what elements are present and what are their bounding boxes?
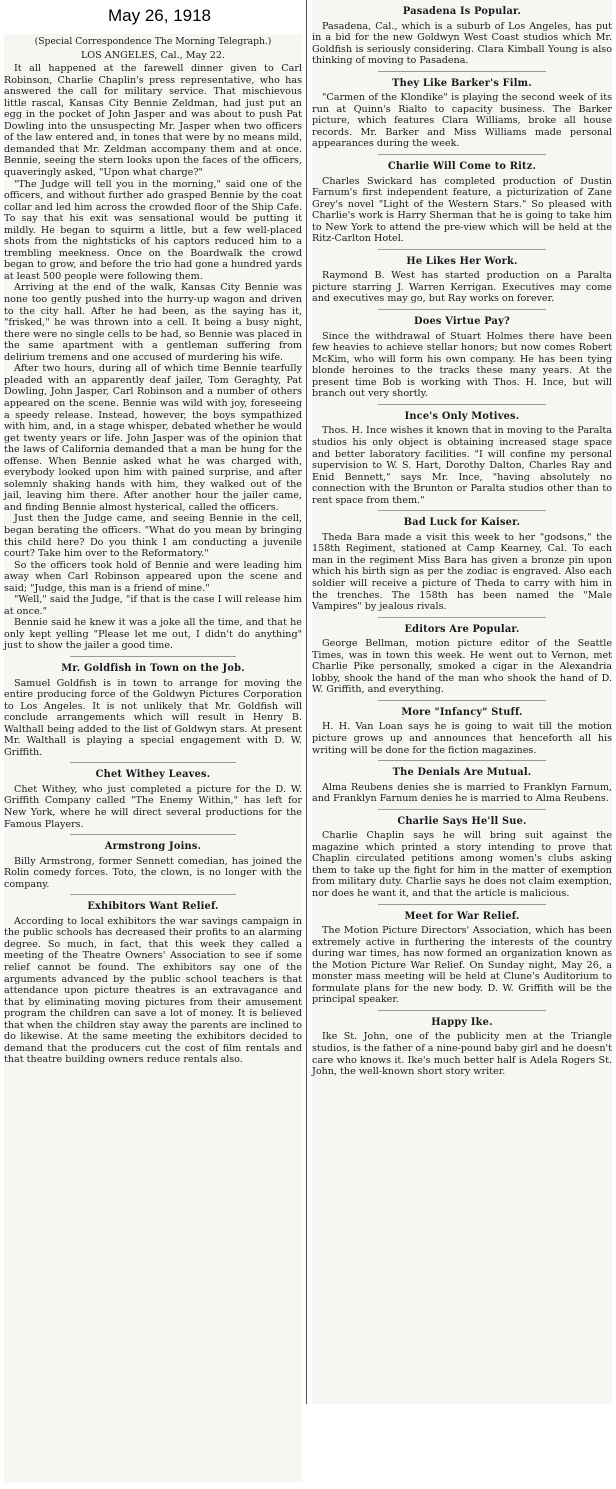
section-paragraph: Since the withdrawal of Stuart Holmes there have been few heavies to achieve stellar honors; but now comes Robert McKim, who will form his own company. He has been tying blonde heroines to the tracks these many years. At the present time Bob is working with Thos. H. Ince, but will branch out very shortly. bbox=[312, 330, 612, 400]
dateline: LOS ANGELES, Cal., May 22. bbox=[80, 49, 226, 61]
section-divider bbox=[70, 762, 237, 763]
section-heading: Exhibitors Want Relief. bbox=[87, 901, 219, 913]
section-heading: More "Infancy" Stuff. bbox=[401, 706, 523, 718]
section-divider bbox=[378, 154, 546, 155]
right-column bbox=[312, 0, 612, 1404]
section-heading: Does Virtue Pay? bbox=[414, 316, 510, 328]
section-divider bbox=[378, 404, 546, 405]
section-paragraph: Chet Withey, who just completed a picture for the D. W. Griffith Company called "The Enemy Within," has left for New York, where he will direct several productions for the Famous Players. bbox=[4, 783, 302, 830]
section-divider bbox=[378, 700, 546, 701]
section-divider bbox=[378, 309, 546, 310]
section-paragraph: Theda Bara made a visit this week to her "godsons," the 158th Regiment, stationed at Camp Kearney, Cal. To each man in the regiment Miss Bara has given a bronze pin upon which his birth sign as per the zodiac is engraved. Also each soldier will receive a picture of Theda to carry with him in the trenches. The 158th has been named the "Male Vampires" by jealous rivals. bbox=[312, 531, 612, 613]
section-paragraph: George Bellman, motion picture editor of the Seattle Times, was in town this week. He went out to Vernon, met Charlie Pike personally, smoked a cigar in the Alexandria lobby, shook the hand of the man who shook the hand of D. W. Griffith, and everything. bbox=[312, 638, 612, 696]
section-heading: Charlie Will Come to Ritz. bbox=[387, 161, 537, 173]
section-paragraph: Samuel Goldfish is in town to arrange for moving the entire producing force of the Goldwyn Pictures Corporation to Los Angeles. It is not unlikely that Mr. Goldfish will conclude arrangements which will result in Henry B. Walthall being added to the list of Goldwyn stars. At present Mr. Walthall is playing a special engagement with D. W. Griffith. bbox=[4, 677, 302, 758]
section-divider bbox=[378, 809, 546, 810]
section-divider bbox=[378, 617, 546, 618]
story-paragraph: So the officers took hold of Bennie and were leading him away when Carl Robinson appeared upon the scene and said; "Judge, this man is a friend of mine." bbox=[4, 559, 302, 594]
section-heading: Meet for War Relief. bbox=[404, 910, 520, 922]
section-paragraph: Raymond B. West has started production on a Paralta picture starring J. Warren Kerrigan. Executives may come and executives may go, but Ray works on forever. bbox=[312, 270, 612, 305]
section-heading: Bad Luck for Kaiser. bbox=[403, 517, 521, 529]
section-divider bbox=[70, 834, 237, 835]
byline: (Special Correspondence The Morning Telegraph.) bbox=[34, 36, 272, 47]
section-divider bbox=[378, 510, 546, 511]
story-paragraph: Just then the Judge came, and seeing Bennie in the cell, began berating the officers. "What do you mean by bringing this child here? Do you think I am conducting a juvenile court? Take him over to the Reformatory." bbox=[4, 513, 302, 560]
story-paragraph: After two hours, during all of which time Bennie tearfully pleaded with an apparently deaf jailer, Tom Geraghty, Pat Dowling, John Jasper, Carl Robinson and a number of others appeared on the scene. Bennie was wild with joy, foreseeing a speedy release. Instead, however, the boys sympathized with him, and, in a stage whisper, debated whether he would get twenty years or life. John Jasper was of the opinion that the laws of California demanded that a man be hung for the offense. When Bennie asked what he was charged with, everybody looked upon him with pained surprise, and after solemnly shaking hands with him, they walked out of the jail, leaving him there. After another hour the jailer came, and finding Bennie almost hysterical, called the officers. bbox=[4, 363, 302, 513]
left-column bbox=[4, 34, 302, 1482]
section-heading: Editors Are Popular. bbox=[404, 623, 520, 635]
section-divider bbox=[378, 1010, 546, 1011]
section-divider bbox=[70, 894, 237, 895]
section-heading: They Like Barker's Film. bbox=[392, 77, 532, 89]
section-paragraph: Thos. H. Ince wishes it known that in moving to the Paralta studios his only object is obtaining increased stage space and better laboratory facilities. "I will confine my personal supervision to W. S. Hart, Dorothy Dalton, Charles Ray and Enid Bennett," says Mr. Ince, "having absolutely no connection with the Brunton or Paralta studios other than to rent space from them." bbox=[312, 425, 612, 506]
section-paragraph: The Motion Picture Directors' Association, which has been extremely active in furthering the interests of the country during war times, has now formed an organization known as the Motion Picture War Relief. On Sunday night, May 26, a monster mass meeting will be held at Clune's Auditorium to formulate plans for the new body. D. W. Griffith will be the principal speaker. bbox=[312, 925, 612, 1006]
section-paragraph: Ike St. John, one of the publicity men at the Triangle studios, is the father of a nine-pound baby girl and he doesn't care who knows it. Ike's much better half is Adela Rogers St. John, the well-known short story writer. bbox=[312, 1031, 612, 1078]
clipping-date: May 26, 1918 bbox=[108, 6, 212, 25]
section-divider bbox=[378, 71, 546, 72]
section-divider bbox=[378, 904, 546, 905]
section-divider bbox=[70, 656, 237, 657]
section-heading: Chet Withey Leaves. bbox=[95, 769, 211, 781]
section-heading: Ince's Only Motives. bbox=[404, 410, 520, 422]
section-paragraph: Billy Armstrong, former Sennett comedian, has joined the Rolin comedy forces. Toto, the clown, is no longer with the company. bbox=[4, 855, 302, 890]
section-heading: Mr. Goldfish in Town on the Job. bbox=[61, 662, 245, 674]
story-paragraph: It all happened at the farewell dinner given to Carl Robinson, Charlie Chaplin's press representative, who has answered the call for military service. That mischievous little rascal, Kansas City Bennie Zeldman, had just put an egg in the pocket of John Jasper and was about to push Pat Dowling into the unsuspecting Mr. Jasper when two officers of the law entered and, in tones that were by no means mild, demanded that Mr. Zeldman accompany them and at once. Bennie, seeing the stern looks upon the faces of the officers, quaveringly asked, "Upon what charge?" bbox=[4, 63, 302, 179]
section-divider bbox=[378, 249, 546, 250]
section-heading: Pasadena Is Popular. bbox=[402, 6, 522, 17]
section-heading: Armstrong Joins. bbox=[104, 841, 202, 853]
story-paragraph: Bennie said he knew it was a joke all the time, and that he only kept yelling "Please let me out, I didn't do anything" just to show the jailer a good time. bbox=[4, 617, 302, 652]
section-heading: The Denials Are Mutual. bbox=[392, 767, 532, 779]
section-paragraph: Charlie Chaplin says he will bring suit against the magazine which printed a story intending to prove that Chaplin circulated petitions among women's clubs asking them to take up the fight for him in the matter of exemption from military duty. Charlie says he does not claim exemption, nor does he want it, and that the article is malicious. bbox=[312, 830, 612, 899]
section-paragraph: "Carmen of the Klondike" is playing the second week of its run at Quinn's Rialto to capacity business. The Barker picture, which features Clara Williams, broke all house records. Mr. Barker and Miss Williams made personal appearances during the week. bbox=[312, 92, 612, 150]
section-paragraph: Pasadena, Cal., which is a suburb of Los Angeles, has put in a bid for the new Goldwyn West Coast studios which Mr. Goldfish is seriously considering. Clara Kimball Young is also thinking of moving to Pasadena. bbox=[312, 20, 612, 67]
story-paragraph: "Well," said the Judge, "if that is the case I will release him at once." bbox=[4, 594, 302, 617]
section-paragraph: Charles Swickard has completed production of Dustin Farnum's first independent feature, a picturization of Zane Grey's novel "Light of the Western Stars." So pleased with Charlie's work is Harry Sherman that he is going to take him to New York to attend the pre-view which will be held at the Ritz-Carlton Hotel. bbox=[312, 175, 612, 245]
story-paragraph: "The Judge will tell you in the morning," said one of the officers, and without further ado grasped Bennie by the coat collar and led him across the crowded floor of the Ship Cafe. To say that his exit was sensational would be putting it mildly. He began to squirm a little, but a few well-placed shots from the nightsticks of his captors reduced him to a trembling meekness. Once on the Boardwalk the crowd began to grow, and before the trio had gone a hundred yards at least 500 people were following them. bbox=[4, 178, 302, 282]
section-heading: He Likes Her Work. bbox=[406, 255, 518, 267]
section-divider bbox=[378, 760, 546, 761]
lead-story bbox=[4, 63, 302, 652]
column-rule bbox=[306, 0, 307, 1404]
story-paragraph: Arriving at the end of the walk, Kansas City Bennie was none too gently pushed into the hurry-up wagon and driven to the city hall. After he had been, as the saying has it, "frisked," he was thrown into a cell. It being a busy night, there were no single cells to be had, so Bennie was placed in the same apartment with a gentleman suffering from delirium tremens and one accused of murdering his wife. bbox=[4, 282, 302, 363]
section-heading: Happy Ike. bbox=[431, 1016, 493, 1028]
section-paragraph: Alma Reubens denies she is married to Franklyn Farnum, and Franklyn Farnum denies he is married to Alma Reubens. bbox=[312, 781, 612, 805]
section-paragraph: According to local exhibitors the war savings campaign in the public schools has decreased their profits to an alarming degree. So much, in fact, that this week they called a meeting of the Theatre Owners' Association to see if some relief cannot be found. The exhibitors say one of the arguments advanced by the public school teachers is that attendance upon picture theatres is an extravagance and that by eliminating moving pictures from their amusement program the children can save a lot of money. It is believed that when the children stay away the parents are inclined to do likewise. At the same meeting the exhibitors decided to demand that the producers cut the cost of film rentals and that theatre building owners reduce rentals also. bbox=[4, 915, 302, 1066]
section-heading: Charlie Says He'll Sue. bbox=[397, 815, 527, 827]
section-paragraph: H. H. Van Loan says he is going to wait till the motion picture grows up and announces that henceforth all his writing will be done for the fiction magazines. bbox=[312, 721, 612, 756]
